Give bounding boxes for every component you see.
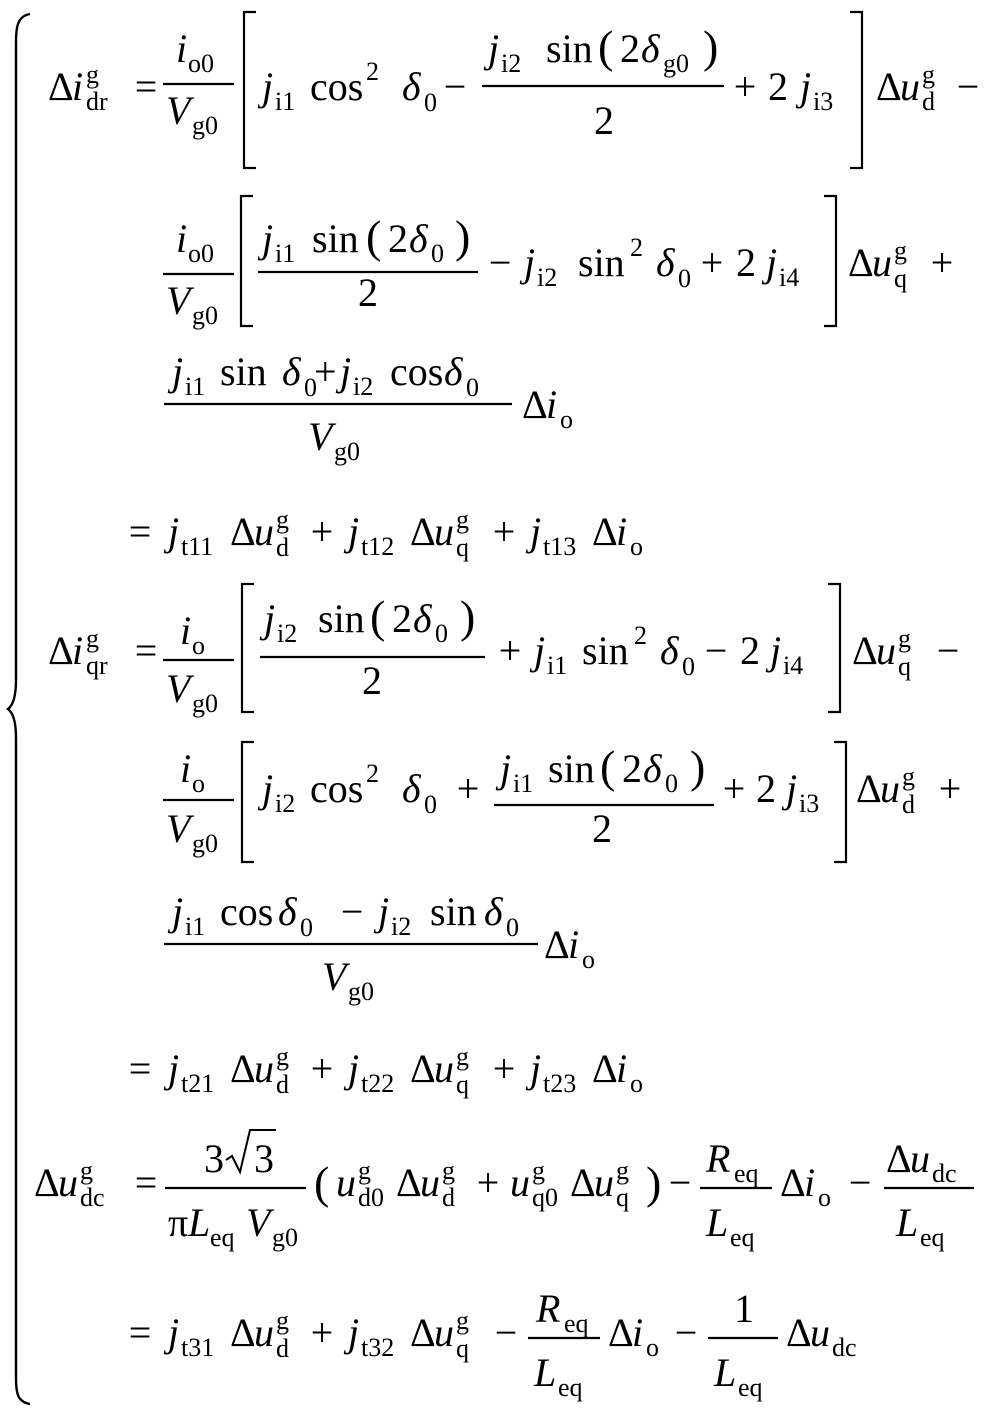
term-s-Delta: Δ	[856, 766, 882, 811]
term-s-delta: δ	[660, 628, 679, 673]
term-sym-j: j	[524, 240, 536, 285]
term-idx-g: g	[902, 762, 915, 791]
term-sym-j: j	[348, 1046, 360, 1091]
term-idx-eq: eq	[210, 1223, 235, 1252]
term-s-plus: +	[938, 766, 962, 811]
term-s-Delta: Δ	[544, 922, 570, 967]
term-sym-V: V	[166, 806, 191, 851]
term-idx-0: 0	[665, 769, 678, 798]
term-idx-q: q	[894, 264, 907, 293]
term-idx-i2: i2	[501, 49, 522, 78]
term-idx-t21: t21	[181, 1069, 215, 1098]
term-sym-u: u	[336, 1160, 356, 1205]
term-idx-q: q	[456, 1070, 469, 1099]
term-s-Delta: Δ	[396, 1160, 422, 1205]
term-s-open: (	[600, 741, 616, 792]
term-s-two: 2	[768, 64, 788, 109]
term-sym-u: u	[510, 1160, 530, 1205]
term-s-two: 2	[362, 658, 382, 703]
term-idx-i4: i4	[779, 263, 800, 292]
term-s-pi: π	[168, 1200, 189, 1245]
term-s-open: (	[370, 591, 386, 642]
term-s-Delta: Δ	[876, 64, 902, 109]
term-sym-j: j	[340, 349, 352, 394]
left-bracket	[241, 196, 253, 326]
term-s-Delta: Δ	[848, 240, 874, 285]
term-idx-i1: i1	[275, 239, 296, 268]
term-idx-o: o	[582, 945, 595, 974]
term-idx-i2: i2	[353, 372, 374, 401]
term-idx-t13: t13	[543, 532, 577, 561]
right-bracket	[824, 196, 836, 326]
term-idx-o: o	[646, 1333, 659, 1362]
term-s-open: (	[598, 21, 614, 72]
term-sym-u: u	[900, 64, 920, 109]
term-s-delta: δ	[402, 64, 421, 109]
term-idx-g: g	[442, 1156, 455, 1185]
term-s-Delta: Δ	[230, 1310, 256, 1355]
term-sym-i: i	[180, 608, 192, 653]
term-idx-g: g	[358, 1156, 371, 1185]
term-s-minus: −	[674, 1310, 698, 1355]
term-s-two: 2	[392, 596, 412, 641]
term-idx-g: g	[456, 1306, 469, 1335]
term-idx-eq: eq	[564, 1309, 589, 1338]
term-sym-L: L	[188, 1200, 211, 1245]
term-idx-g: g	[456, 505, 469, 534]
term-sym-i: i	[72, 628, 84, 673]
term-s-delta: δ	[643, 746, 662, 791]
term-s-Delta: Δ	[410, 1046, 436, 1091]
term-sym-L: L	[534, 1350, 557, 1395]
term-s-plus: +	[310, 509, 334, 554]
term-idx-i1: i1	[185, 912, 206, 941]
term-sym-L: L	[714, 1350, 737, 1395]
term-idx-i1: i1	[513, 769, 534, 798]
term-sym-i: i	[176, 216, 188, 261]
term-idx-g: g	[532, 1156, 545, 1185]
term-sym-j: j	[172, 349, 184, 394]
term-sym-j: j	[172, 889, 184, 934]
term-s-Delta: Δ	[570, 1160, 596, 1205]
term-s-two: 2	[740, 628, 760, 673]
term-sym-i: i	[180, 746, 192, 791]
term-idx-g: g	[922, 60, 935, 89]
term-sym-V: V	[166, 666, 191, 711]
term-s-two: 2	[622, 746, 642, 791]
term-sym-j: j	[534, 628, 546, 673]
term-s-delta: δ	[282, 349, 301, 394]
term-idx-i4: i4	[783, 651, 804, 680]
term-idx-i1: i1	[547, 651, 568, 680]
term-idx-d: d	[276, 533, 289, 562]
term-idx-i2: i2	[391, 912, 412, 941]
term-sym-u: u	[434, 509, 454, 554]
term-idx-d: d	[276, 1070, 289, 1099]
term-s-sin: sin	[582, 628, 629, 673]
term-s-sq: 2	[634, 621, 647, 650]
term-sym-j: j	[786, 766, 798, 811]
term-idx-t32: t32	[361, 1333, 395, 1362]
term-idx-eq: eq	[730, 1223, 755, 1252]
left-bracket	[242, 742, 254, 862]
term-idx-t12: t12	[361, 532, 395, 561]
term-idx-t23: t23	[543, 1069, 577, 1098]
term-idx-0: 0	[678, 264, 691, 293]
term-sym-j: j	[500, 746, 512, 791]
term-idx-eq: eq	[558, 1373, 583, 1402]
term-s-delta: δ	[278, 889, 297, 934]
term-idx-d: d	[276, 1334, 289, 1363]
term-idx-o0: o0	[188, 49, 214, 78]
term-sym-j: j	[378, 889, 390, 934]
term-idx-o: o	[630, 532, 643, 561]
term-sym-u: u	[876, 628, 896, 673]
term-idx-dc: dc	[832, 1333, 857, 1362]
term-sym-j: j	[530, 1046, 542, 1091]
term-s-cos: cos	[220, 889, 274, 934]
term-sym-i: i	[72, 64, 84, 109]
term-s-sin: sin	[548, 746, 595, 791]
term-sym-j: j	[262, 766, 274, 811]
term-s-plus: +	[930, 240, 954, 285]
left-bracket	[244, 12, 256, 168]
term-s-plus: +	[314, 349, 337, 394]
term-idx-i3: i3	[799, 789, 820, 818]
term-idx-o: o	[192, 769, 205, 798]
term-s-Delta: Δ	[780, 1160, 806, 1205]
term-s-cos: cos	[310, 766, 364, 811]
term-idx-dc: dc	[80, 1183, 105, 1212]
term-idx-g: g	[616, 1156, 629, 1185]
term-s-close: )	[455, 211, 471, 262]
term-s-Delta: Δ	[34, 1160, 60, 1205]
term-s-plus: +	[492, 509, 516, 554]
term-idx-0: 0	[300, 913, 313, 942]
term-sym-u: u	[420, 1160, 440, 1205]
term-s-minus: −	[848, 1160, 872, 1205]
term-idx-q: q	[616, 1183, 629, 1212]
term-sym-V: V	[166, 88, 191, 133]
term-s-close: )	[703, 21, 719, 72]
term-sym-L: L	[896, 1200, 919, 1245]
term-sym-u: u	[254, 1046, 274, 1091]
term-s-cos: cos	[390, 349, 444, 394]
term-sym-V: V	[308, 414, 333, 459]
term-s-two: 2	[388, 216, 408, 261]
term-s-eq: =	[134, 1160, 158, 1205]
term-idx-q0: q0	[532, 1183, 558, 1212]
term-idx-0: 0	[424, 88, 437, 117]
term-s-close: )	[460, 591, 476, 642]
term-idx-d: d	[902, 790, 915, 819]
term-idx-i1: i1	[185, 372, 206, 401]
term-s-delta: δ	[484, 889, 503, 934]
term-s-sin: sin	[578, 240, 625, 285]
term-s-Delta: Δ	[522, 382, 548, 427]
term-s-Delta: Δ	[592, 509, 618, 554]
term-sym-i: i	[632, 1310, 644, 1355]
term-s-eq: =	[128, 1046, 152, 1091]
term-idx-g0: g0	[192, 301, 218, 330]
term-sym-j: j	[530, 509, 542, 554]
term-s-two: 2	[620, 26, 640, 71]
term-s-eq: =	[134, 628, 158, 673]
term-sym-j: j	[262, 216, 274, 261]
term-sym-j: j	[488, 26, 500, 71]
term-sym-R: R	[536, 1286, 561, 1331]
term-s-Delta: Δ	[410, 509, 436, 554]
term-idx-0: 0	[466, 373, 479, 402]
term-idx-qr: qr	[86, 651, 108, 680]
term-s-plus: +	[492, 1046, 516, 1091]
term-idx-i2: i2	[275, 789, 296, 818]
term-idx-d: d	[442, 1183, 455, 1212]
term-sym-u: u	[594, 1160, 614, 1205]
term-sym-j: j	[800, 64, 812, 109]
term-idx-o: o	[630, 1069, 643, 1098]
term-idx-q: q	[898, 652, 911, 681]
term-s-open: (	[314, 1157, 330, 1208]
term-s-delta: δ	[444, 349, 463, 394]
term-sym-u: u	[58, 1160, 78, 1205]
term-idx-eq: eq	[738, 1373, 763, 1402]
term-idx-g: g	[80, 1156, 93, 1185]
term-s-plus: +	[456, 766, 480, 811]
term-s-plus: +	[310, 1310, 334, 1355]
term-s-minus: −	[704, 628, 728, 673]
term-s-sq: 2	[630, 233, 643, 262]
term-s-minus: −	[488, 240, 512, 285]
term-s-two: 2	[594, 98, 614, 143]
term-s-two: 2	[736, 240, 756, 285]
term-s-two: 2	[592, 806, 612, 851]
term-s-eq: =	[128, 509, 152, 554]
right-bracket	[850, 12, 862, 168]
term-s-sqrt3: 3	[254, 1136, 274, 1181]
term-sym-j: j	[766, 240, 778, 285]
term-sym-j: j	[168, 1046, 180, 1091]
term-idx-o: o	[192, 631, 205, 660]
term-idx-o: o	[560, 405, 573, 434]
term-sym-j: j	[770, 628, 782, 673]
term-sym-j: j	[168, 509, 180, 554]
term-s-plus: +	[476, 1160, 500, 1205]
term-s-cos: cos	[310, 64, 364, 109]
term-s-open: (	[366, 211, 382, 262]
term-s-plus: +	[498, 628, 522, 673]
term-sym-i: i	[568, 922, 580, 967]
term-s-plus: +	[722, 766, 746, 811]
term-s-minus: −	[494, 1310, 518, 1355]
term-idx-0: 0	[431, 239, 444, 268]
term-sym-i: i	[804, 1160, 816, 1205]
term-s-Delta: Δ	[48, 628, 74, 673]
term-idx-g: g	[276, 1306, 289, 1335]
term-idx-t11: t11	[181, 532, 214, 561]
term-s-two: 2	[756, 766, 776, 811]
term-idx-d: d	[922, 87, 935, 116]
right-bracket	[828, 584, 840, 712]
term-idx-o0: o0	[188, 239, 214, 268]
term-idx-g: g	[86, 60, 99, 89]
term-s-minus: −	[936, 628, 960, 673]
term-s-Delta: Δ	[886, 1136, 912, 1181]
term-s-Delta: Δ	[852, 628, 878, 673]
term-s-minus: −	[340, 889, 364, 934]
term-sym-j: j	[262, 64, 274, 109]
term-sym-R: R	[706, 1136, 731, 1181]
term-s-Delta: Δ	[230, 1046, 256, 1091]
term-sym-u: u	[434, 1046, 454, 1091]
term-idx-i2: i2	[277, 619, 298, 648]
term-s-plus: +	[700, 240, 724, 285]
term-idx-0: 0	[424, 790, 437, 819]
term-idx-g: g	[456, 1042, 469, 1071]
term-sym-j: j	[168, 1310, 180, 1355]
term-s-eq: =	[128, 1310, 152, 1355]
term-idx-g0: g0	[192, 689, 218, 718]
term-s-Delta: Δ	[592, 1046, 618, 1091]
term-s-Delta: Δ	[608, 1310, 634, 1355]
term-idx-g: g	[276, 1042, 289, 1071]
term-s-close: )	[690, 741, 706, 792]
term-idx-g0: g0	[272, 1223, 298, 1252]
term-idx-g: g	[276, 505, 289, 534]
term-sym-j: j	[348, 509, 360, 554]
term-sym-u: u	[434, 1310, 454, 1355]
term-s-delta: δ	[413, 596, 432, 641]
term-s-sq: 2	[366, 759, 379, 788]
term-idx-0: 0	[304, 373, 317, 402]
term-s-eq: =	[134, 64, 158, 109]
term-s-three: 3	[204, 1136, 224, 1181]
term-s-minus: −	[668, 1160, 692, 1205]
right-bracket	[834, 742, 846, 862]
term-s-minus: −	[956, 64, 980, 109]
term-idx-0: 0	[435, 619, 448, 648]
term-idx-g0: g0	[192, 829, 218, 858]
term-idx-q: q	[456, 1334, 469, 1363]
term-s-sin: sin	[430, 889, 477, 934]
left-bracket	[242, 584, 254, 712]
term-sym-V: V	[166, 278, 191, 323]
term-sym-i: i	[616, 1046, 628, 1091]
term-s-close: )	[646, 1157, 662, 1208]
term-idx-t31: t31	[181, 1333, 215, 1362]
term-idx-g: g	[86, 624, 99, 653]
term-s-delta: δ	[641, 26, 660, 71]
term-s-delta: δ	[409, 216, 428, 261]
term-s-Delta: Δ	[786, 1310, 812, 1355]
term-s-sq: 2	[366, 57, 379, 86]
term-idx-eq: eq	[920, 1223, 945, 1252]
term-idx-0: 0	[506, 913, 519, 942]
term-s-sin: sin	[312, 216, 359, 261]
term-sym-u: u	[880, 766, 900, 811]
term-sym-u: u	[254, 1310, 274, 1355]
term-idx-d0: d0	[358, 1183, 384, 1212]
term-sym-u: u	[810, 1310, 830, 1355]
term-sym-u: u	[872, 240, 892, 285]
term-sym-L: L	[706, 1200, 729, 1245]
term-s-Delta: Δ	[48, 64, 74, 109]
term-idx-g0: g0	[334, 437, 360, 466]
term-idx-eq: eq	[734, 1159, 759, 1188]
term-s-two: 2	[358, 270, 378, 315]
term-s-Delta: Δ	[230, 509, 256, 554]
term-idx-0: 0	[682, 652, 695, 681]
term-s-sin: sin	[546, 26, 593, 71]
term-idx-i2: i2	[537, 263, 558, 292]
term-idx-g0: g0	[348, 977, 374, 1006]
term-s-delta: δ	[656, 240, 675, 285]
term-s-one: 1	[734, 1286, 754, 1331]
term-s-sin: sin	[220, 349, 267, 394]
term-sym-i: i	[616, 509, 628, 554]
term-sym-i: i	[176, 26, 188, 71]
term-s-delta: δ	[402, 766, 421, 811]
term-sym-j: j	[348, 1310, 360, 1355]
term-idx-t22: t22	[361, 1069, 395, 1098]
term-idx-g: g	[898, 624, 911, 653]
term-s-minus: −	[443, 64, 467, 109]
term-sym-j: j	[264, 596, 276, 641]
term-sym-u: u	[910, 1136, 930, 1181]
term-idx-i1: i1	[275, 87, 296, 116]
term-idx-g0: g0	[192, 111, 218, 140]
term-idx-i3: i3	[813, 87, 834, 116]
term-idx-dr: dr	[86, 87, 108, 116]
term-s-sin: sin	[318, 596, 365, 641]
left-brace	[8, 14, 30, 1404]
term-s-plus: +	[310, 1046, 334, 1091]
term-sym-V: V	[322, 954, 347, 999]
term-idx-dc: dc	[932, 1159, 957, 1188]
term-idx-g0: g0	[663, 49, 689, 78]
term-sym-u: u	[254, 509, 274, 554]
term-idx-q: q	[456, 533, 469, 562]
term-sym-i: i	[546, 382, 558, 427]
term-s-plus: +	[733, 64, 757, 109]
term-sym-V: V	[246, 1200, 271, 1245]
term-idx-o: o	[818, 1183, 831, 1212]
term-s-Delta: Δ	[410, 1310, 436, 1355]
term-idx-g: g	[894, 236, 907, 265]
